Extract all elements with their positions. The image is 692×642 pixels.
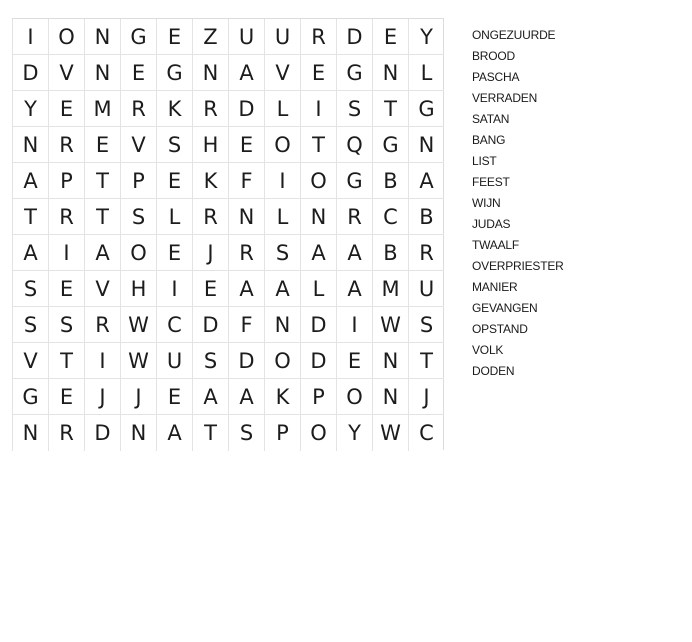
grid-cell[interactable]: E bbox=[228, 127, 264, 163]
grid-cell[interactable]: N bbox=[228, 199, 264, 235]
grid-cell[interactable]: P bbox=[300, 379, 336, 415]
grid-cell[interactable]: R bbox=[48, 199, 84, 235]
grid-cell[interactable]: E bbox=[156, 235, 192, 271]
word-list-item: PASCHA bbox=[472, 70, 520, 84]
grid-cell[interactable]: K bbox=[156, 91, 192, 127]
word-list-item: WIJN bbox=[472, 196, 501, 210]
grid-cell[interactable]: T bbox=[192, 415, 228, 451]
word-list-item: SATAN bbox=[472, 112, 510, 126]
grid-cell[interactable]: J bbox=[84, 379, 120, 415]
grid-cell[interactable]: S bbox=[192, 343, 228, 379]
grid-cell[interactable]: A bbox=[228, 55, 264, 91]
word-list-item: LIST bbox=[472, 154, 497, 168]
grid-cell[interactable]: C bbox=[156, 307, 192, 343]
grid-cell[interactable]: D bbox=[192, 307, 228, 343]
word-list-item: JUDAS bbox=[472, 217, 511, 231]
grid-cell[interactable]: D bbox=[84, 415, 120, 451]
word-list-item: ONGEZUURDE bbox=[472, 28, 556, 42]
grid-cell[interactable]: N bbox=[12, 127, 48, 163]
grid-cell[interactable]: R bbox=[192, 199, 228, 235]
grid-cell[interactable]: S bbox=[12, 307, 48, 343]
grid-cell[interactable]: O bbox=[300, 415, 336, 451]
word-list-item: DODEN bbox=[472, 364, 515, 378]
grid-cell[interactable]: R bbox=[120, 91, 156, 127]
grid-cell[interactable]: L bbox=[156, 199, 192, 235]
grid-cell[interactable]: Y bbox=[12, 91, 48, 127]
grid-cell[interactable]: L bbox=[264, 199, 300, 235]
grid-cell[interactable]: W bbox=[120, 307, 156, 343]
grid-cell[interactable]: E bbox=[84, 127, 120, 163]
grid-cell[interactable]: O bbox=[264, 127, 300, 163]
grid-cell[interactable]: D bbox=[12, 55, 48, 91]
grid-cell[interactable]: N bbox=[12, 415, 48, 451]
grid-cell[interactable]: N bbox=[372, 343, 408, 379]
grid-cell[interactable]: Z bbox=[192, 19, 228, 55]
word-list-item: MANIER bbox=[472, 280, 518, 294]
grid-cell[interactable]: A bbox=[228, 271, 264, 307]
grid-cell[interactable]: Q bbox=[336, 127, 372, 163]
grid-cell[interactable]: N bbox=[408, 127, 444, 163]
word-list-item: BANG bbox=[472, 133, 506, 147]
grid-cell[interactable]: I bbox=[300, 91, 336, 127]
grid-cell[interactable]: V bbox=[84, 271, 120, 307]
grid-cell[interactable]: I bbox=[264, 163, 300, 199]
grid-cell[interactable]: P bbox=[120, 163, 156, 199]
grid-cell[interactable]: U bbox=[264, 19, 300, 55]
word-list-item: VOLK bbox=[472, 343, 504, 357]
grid-cell[interactable]: U bbox=[156, 343, 192, 379]
grid-cell[interactable]: R bbox=[48, 415, 84, 451]
grid-cell[interactable]: E bbox=[192, 271, 228, 307]
grid-cell[interactable]: A bbox=[12, 163, 48, 199]
grid-cell[interactable]: B bbox=[372, 235, 408, 271]
grid-cell[interactable]: I bbox=[156, 271, 192, 307]
grid-cell[interactable]: L bbox=[264, 91, 300, 127]
grid-cell[interactable]: E bbox=[48, 379, 84, 415]
grid-cell[interactable]: R bbox=[408, 235, 444, 271]
grid-cell[interactable]: V bbox=[120, 127, 156, 163]
grid-cell[interactable]: W bbox=[372, 415, 408, 451]
grid-cell[interactable]: G bbox=[156, 55, 192, 91]
grid-cell[interactable]: F bbox=[228, 307, 264, 343]
grid-cell[interactable]: Y bbox=[408, 19, 444, 55]
grid-cell[interactable]: E bbox=[48, 91, 84, 127]
word-list-item: BROOD bbox=[472, 49, 516, 63]
word-list bbox=[472, 25, 564, 382]
grid-cell[interactable]: T bbox=[48, 343, 84, 379]
grid-cell[interactable]: S bbox=[120, 199, 156, 235]
grid-cell[interactable]: T bbox=[372, 91, 408, 127]
grid-cell[interactable]: E bbox=[300, 55, 336, 91]
grid-cell[interactable]: B bbox=[372, 163, 408, 199]
grid-cell[interactable]: J bbox=[120, 379, 156, 415]
grid-cell[interactable]: G bbox=[120, 19, 156, 55]
grid-cell[interactable]: C bbox=[408, 415, 444, 451]
grid-cell[interactable]: T bbox=[12, 199, 48, 235]
grid-cell[interactable]: T bbox=[84, 199, 120, 235]
grid-cell[interactable]: H bbox=[120, 271, 156, 307]
grid-cell[interactable]: S bbox=[228, 415, 264, 451]
grid-cell[interactable]: K bbox=[192, 163, 228, 199]
grid-cell[interactable]: T bbox=[300, 127, 336, 163]
word-list-item: VERRADEN bbox=[472, 91, 538, 105]
word-list-item: OPSTAND bbox=[472, 322, 528, 336]
grid-cell[interactable]: P bbox=[48, 163, 84, 199]
grid-cell[interactable]: G bbox=[336, 163, 372, 199]
grid-cell[interactable]: S bbox=[264, 235, 300, 271]
grid-cell[interactable]: S bbox=[12, 271, 48, 307]
grid-cell[interactable]: M bbox=[372, 271, 408, 307]
word-list-item: FEEST bbox=[472, 175, 510, 189]
grid-cell[interactable]: A bbox=[192, 379, 228, 415]
grid-cell[interactable]: A bbox=[84, 235, 120, 271]
grid-cell[interactable]: E bbox=[156, 19, 192, 55]
grid-cell[interactable]: P bbox=[264, 415, 300, 451]
grid-cell[interactable]: N bbox=[372, 379, 408, 415]
grid-cell[interactable]: I bbox=[84, 343, 120, 379]
grid-cell[interactable]: L bbox=[300, 271, 336, 307]
word-list-item: OVERPRIESTER bbox=[472, 259, 564, 273]
grid-cell[interactable]: D bbox=[336, 19, 372, 55]
grid-cell[interactable]: T bbox=[408, 343, 444, 379]
grid-cell[interactable]: N bbox=[372, 55, 408, 91]
grid-cell[interactable]: E bbox=[336, 343, 372, 379]
grid-cell[interactable]: K bbox=[264, 379, 300, 415]
grid-cell[interactable]: A bbox=[300, 235, 336, 271]
grid-cell[interactable]: M bbox=[84, 91, 120, 127]
word-list-item: GEVANGEN bbox=[472, 301, 538, 315]
grid-cell[interactable]: A bbox=[12, 235, 48, 271]
grid-cell[interactable]: E bbox=[156, 379, 192, 415]
grid-cell[interactable]: A bbox=[408, 163, 444, 199]
grid-cell[interactable]: D bbox=[300, 307, 336, 343]
grid-cell[interactable]: V bbox=[264, 55, 300, 91]
word-search-grid bbox=[12, 18, 444, 450]
grid-cell[interactable]: E bbox=[120, 55, 156, 91]
grid-cell[interactable]: W bbox=[120, 343, 156, 379]
grid-cell[interactable]: R bbox=[336, 199, 372, 235]
grid-cell[interactable]: J bbox=[408, 379, 444, 415]
grid-cell[interactable]: O bbox=[120, 235, 156, 271]
grid-cell[interactable]: O bbox=[48, 19, 84, 55]
grid-cell[interactable]: N bbox=[84, 55, 120, 91]
grid-cell[interactable]: N bbox=[84, 19, 120, 55]
grid-cell[interactable]: R bbox=[192, 91, 228, 127]
grid-cell[interactable]: O bbox=[336, 379, 372, 415]
word-list-item: TWAALF bbox=[472, 238, 520, 252]
grid-cell[interactable]: Y bbox=[336, 415, 372, 451]
grid-cell[interactable]: S bbox=[156, 127, 192, 163]
grid-cell[interactable]: N bbox=[264, 307, 300, 343]
grid-cell[interactable]: D bbox=[228, 91, 264, 127]
grid-cell[interactable]: D bbox=[228, 343, 264, 379]
grid-cell[interactable]: B bbox=[408, 199, 444, 235]
grid-cell[interactable]: I bbox=[12, 19, 48, 55]
grid-cell[interactable]: A bbox=[156, 415, 192, 451]
grid-cell[interactable]: N bbox=[120, 415, 156, 451]
grid-cell[interactable]: A bbox=[336, 235, 372, 271]
grid-cell[interactable]: F bbox=[228, 163, 264, 199]
grid-cell[interactable]: J bbox=[192, 235, 228, 271]
grid-cell[interactable]: U bbox=[228, 19, 264, 55]
grid-cell[interactable]: R bbox=[48, 127, 84, 163]
grid-cell[interactable]: G bbox=[12, 379, 48, 415]
grid-cell[interactable]: R bbox=[228, 235, 264, 271]
grid-cell[interactable]: S bbox=[48, 307, 84, 343]
grid-cell[interactable]: G bbox=[336, 55, 372, 91]
grid-cell[interactable]: V bbox=[48, 55, 84, 91]
grid-cell[interactable]: I bbox=[336, 307, 372, 343]
grid-cell[interactable]: E bbox=[156, 163, 192, 199]
grid-cell[interactable]: R bbox=[84, 307, 120, 343]
grid-cell[interactable]: U bbox=[408, 271, 444, 307]
grid-cell[interactable]: H bbox=[192, 127, 228, 163]
grid-cell[interactable]: O bbox=[264, 343, 300, 379]
grid-cell[interactable]: O bbox=[300, 163, 336, 199]
grid-cell[interactable]: N bbox=[300, 199, 336, 235]
grid-cell[interactable]: I bbox=[48, 235, 84, 271]
grid-cell[interactable]: A bbox=[228, 379, 264, 415]
grid-cell[interactable]: C bbox=[372, 199, 408, 235]
grid-cell[interactable]: W bbox=[372, 307, 408, 343]
grid-cell[interactable]: E bbox=[372, 19, 408, 55]
grid-cell[interactable]: R bbox=[300, 19, 336, 55]
grid-cell[interactable]: E bbox=[48, 271, 84, 307]
grid-cell[interactable]: T bbox=[84, 163, 120, 199]
grid-cell[interactable]: A bbox=[264, 271, 300, 307]
grid-cell[interactable]: N bbox=[192, 55, 228, 91]
grid-cell[interactable]: G bbox=[408, 91, 444, 127]
grid-cell[interactable]: G bbox=[372, 127, 408, 163]
grid-cell[interactable]: S bbox=[336, 91, 372, 127]
grid-cell[interactable]: D bbox=[300, 343, 336, 379]
grid-cell[interactable]: A bbox=[336, 271, 372, 307]
grid-cell[interactable]: L bbox=[408, 55, 444, 91]
grid-cell[interactable]: S bbox=[408, 307, 444, 343]
grid-cell[interactable]: V bbox=[12, 343, 48, 379]
